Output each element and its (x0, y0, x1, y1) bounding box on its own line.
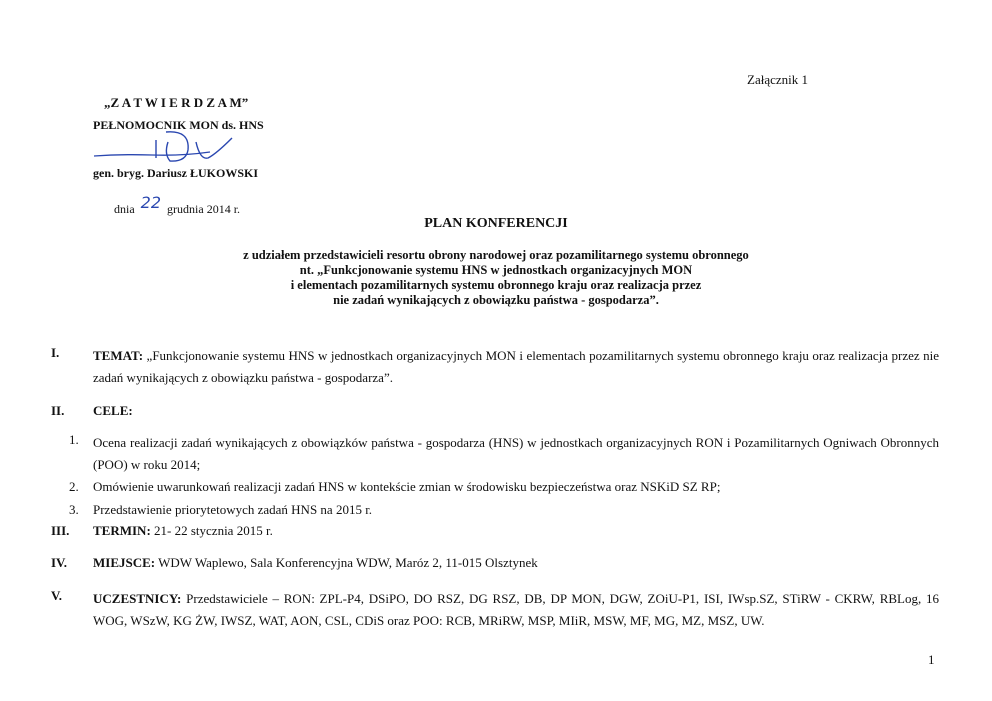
section-number: II. (51, 403, 65, 418)
list-item-number: 1. (69, 432, 79, 447)
section-label: CELE: (93, 403, 133, 418)
list-item: Ocena realizacji zadań wynikających z obowiązków państwa - gospodarza (HNS) w jednostkach organizacyjnych RON i Pozamilitarnych Ogniwach Obronnych (POO) w roku 2014; (93, 435, 939, 472)
list-item: Przedstawienie priorytetowych zadań HNS na 2015 r. (93, 502, 373, 517)
section-label: TERMIN: (93, 523, 151, 538)
section-number: III. (51, 523, 70, 538)
list-item-number: 2. (69, 479, 79, 494)
section-number: IV. (51, 555, 68, 570)
section-uczestnicy (93, 588, 939, 632)
subtitle-line: z udziałem przedstawicieli resortu obrony narodowej oraz pozamilitarnego systemu obronnego (243, 248, 749, 262)
subtitle-line: nie zadań wynikających z obowiązku państwa - gospodarza”. (333, 293, 659, 307)
section-text: 21- 22 stycznia 2015 r. (150, 523, 273, 538)
document-title: PLAN KONFERENCJI (424, 216, 568, 231)
subtitle-line: nt. „Funkcjonowanie systemu HNS w jednostkach organizacyjnych MON (299, 263, 693, 277)
page-number: 1 (928, 652, 935, 667)
approval-date (114, 193, 241, 217)
section-label: UCZESTNICY: (93, 591, 182, 606)
list-item-number: 3. (69, 502, 79, 517)
section-text: Przedstawiciele – RON: ZPL-P4, DSiPO, DO RSZ, DG RSZ, DB, DP MON, DGW, ZOiU-P1, ISI, IWsp.SZ, STiRW - CKRW, RBLog, 16 WOG, WSzW, KG ŻW, IWSZ, WAT, AON, CSL, CDiS oraz POO: RCB, MRiRW, MSP, MIiR, MSW, MF, MG, MZ, MSZ, UW. (93, 591, 939, 628)
date-day-handwritten: 22 (140, 193, 162, 212)
approval-heading: „Z A T W I E R D Z A M” (104, 95, 249, 110)
subtitle-line: i elementach pozamilitarnych systemu obronnego kraju oraz realizacja przez (290, 278, 702, 292)
date-prefix: dnia (114, 202, 135, 216)
section-label: MIEJSCE: (93, 555, 156, 570)
section-text: WDW Waplewo, Sala Konferencyjna WDW, Maróz 2, 11-015 Olsztynek (155, 555, 538, 570)
section-label: TEMAT: (93, 348, 144, 363)
approver-name: gen. bryg. Dariusz ŁUKOWSKI (93, 166, 259, 180)
section-number: V. (51, 588, 62, 603)
section-miejsce (93, 555, 538, 571)
section-temat (93, 345, 939, 389)
signature-image (92, 128, 242, 170)
approver-position: PEŁNOMOCNIK MON ds. HNS (93, 118, 264, 132)
section-number: I. (51, 345, 60, 360)
annex-label: Załącznik 1 (747, 72, 808, 87)
document-subtitle (0, 248, 992, 308)
list-item: Omówienie uwarunkowań realizacji zadań HNS w kontekście zmian w środowisku bezpieczeństwa oraz NSKiD SZ RP; (93, 479, 721, 494)
date-suffix: grudnia 2014 r. (167, 202, 241, 216)
section-termin (93, 523, 273, 539)
section-text: „Funkcjonowanie systemu HNS w jednostkach organizacyjnych MON i elementach pozamilitarnych systemu obronnego kraju oraz realizacja przez nie zadań wynikających z obowiązku państwa - gospodarza”. (93, 348, 939, 385)
